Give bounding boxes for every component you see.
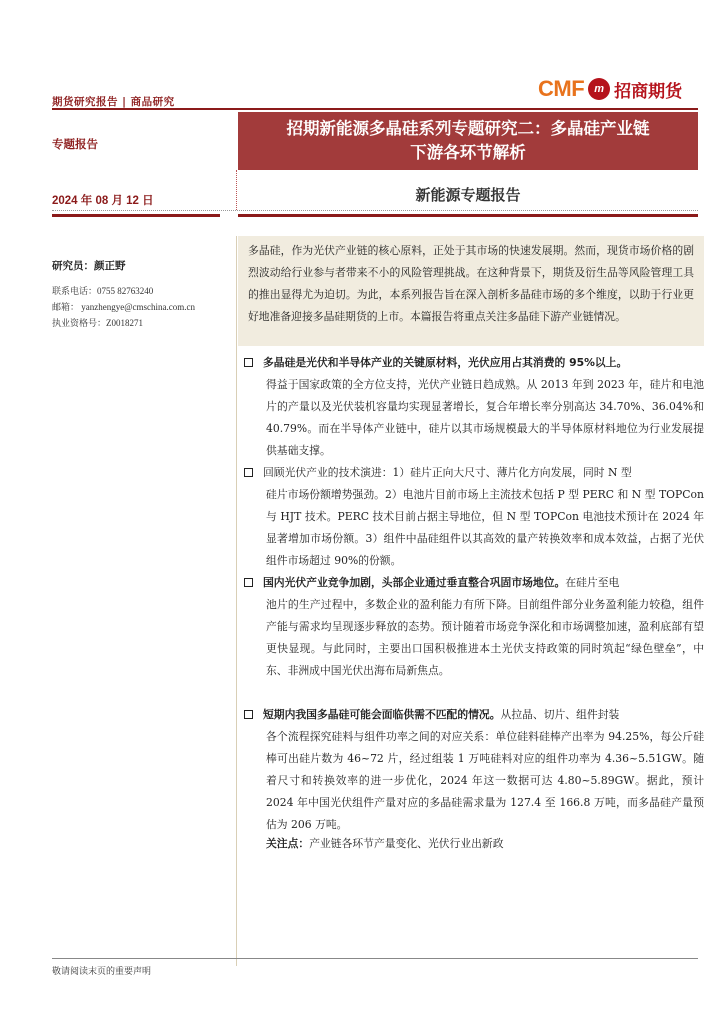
analyst-license: 执业资格号：Z0018271 [52, 318, 143, 328]
bullet-2 [244, 462, 704, 572]
bullet-4-body: 各个流程探究硅料与组件功率之间的对应关系：单位硅料硅棒产出率为 94.25%，每公斤硅棒可出硅片数为 46~72 片，经过组装 1 万吨硅料对应的组件功率为 4.36~5.51GW。随着尺寸和转换效率的进一步优化，2024 年这一数据可达 4.80~5.89GW。据此，预计 2024 年中国光伏组件产量对应的多晶硅需求量为 127.4 至 166.8 万吨，而多晶硅产量预估为 206 万吨。 [266, 730, 704, 831]
bullet-4-bold: 短期内我国多晶硅可能会面临供需不匹配的情况。 [263, 708, 501, 721]
footer-rule [52, 958, 698, 959]
report-date: 2024 年 08 月 12 日 [52, 195, 154, 207]
bullet-1-body: 得益于国家政策的全方位支持，光伏产业链日趋成熟。从 2013 年到 2023 年，硅片和电池片的产量以及光伏装机容量均实现显著增长，复合年增长率分别高达 34.70%、36.04%和 40.79%。而在半导体产业链中，硅片以其市场规模最大的半导体原材料地位为行业发展提供基础支撑。 [266, 378, 704, 457]
header-divider [236, 170, 237, 210]
footer-disclaimer: 敬请阅读末页的重要声明 [52, 967, 152, 977]
bullet-2-body: 硅片市场份额增势强劲。2）电池片目前市场上主流技术包括 P 型 PERC 和 N 型 TOPCon 与 HJT 技术。PERC 技术目前占据主导地位，但 N 型 TOPCon 电池技术预计在 2024 年显著增加市场份额。3）组件中晶硅组件以其高效的量产转换效率和成本效益，占据了光伏组件市场超过 90%的份额。 [266, 488, 704, 567]
analyst-email: 邮箱： yanzhengye@cmschina.com.cn [52, 302, 195, 312]
main-column-border [236, 236, 237, 966]
checkbox-icon [244, 358, 253, 367]
left-rule [52, 214, 220, 217]
title-line-1: 招期新能源多晶硅系列专题研究二：多晶硅产业链 [286, 119, 650, 138]
bullet-1 [244, 352, 704, 462]
bullet-1-bold: 多晶硅是光伏和半导体产业的关键原材料，光伏应用占其消费的 95%以上。 [263, 356, 628, 369]
dotted-rule [52, 210, 698, 211]
checkbox-icon [244, 710, 253, 719]
focus-text: 产业链各环节产量变化、光伏行业出新政 [309, 837, 504, 850]
brand-header: 期货研究报告 | 商品研究 [52, 96, 175, 108]
right-rule [238, 214, 698, 217]
bullet-4 [244, 704, 704, 836]
bullet-4-rest: 从拉晶、切片、组件封装 [500, 708, 620, 721]
company-logo [538, 76, 682, 102]
checkbox-icon [244, 578, 253, 587]
bullet-3-body: 池片的生产过程中，多数企业的盈利能力有所下降。目前组件部分业务盈利能力较稳，组件产能与需求均呈现逐步释放的态势。预计随着市场竞争深化和市场调整加速，盈利底部有望更快显现。与此同时，主要出口国积极推进本土光伏支持政策的同时筑起“绿色壁垒”，中东、非洲成中国光伏出海布局新焦点。 [266, 598, 704, 677]
checkbox-icon [244, 468, 253, 477]
report-subtitle: 新能源专题报告 [415, 186, 521, 204]
title-line-2: 下游各环节解析 [410, 143, 526, 162]
analyst-phone: 联系电话：0755 82763240 [52, 286, 154, 296]
top-rule [52, 108, 698, 110]
analyst-name: 研究员：颜正野 [52, 260, 126, 272]
bullet-2-rest: 回顾光伏产业的技术演进：1）硅片正向大尺寸、薄片化方向发展，同时 N 型 [263, 466, 632, 479]
report-type: 专题报告 [52, 137, 98, 151]
logo-latin: CMF [538, 76, 585, 101]
bullet-3-bold: 国内光伏产业竞争加剧，头部企业通过垂直整合巩固市场地位。 [263, 576, 566, 589]
bullet-3-rest: 在硅片至电 [565, 576, 620, 589]
focus-label: 关注点： [266, 837, 310, 850]
focus-points [266, 836, 504, 851]
summary-box: 多晶硅，作为光伏产业链的核心原料，正处于其市场的快速发展期。然而，现货市场价格的剧烈波动给行业参与者带来不小的风险管理挑战。在这种背景下，期货及衍生品等风险管理工具的推出显得尤为迫切。为此，本系列报告旨在深入剖析多晶硅市场的多个维度，以助于行业更好地准备迎接多晶硅期货的上市。本篇报告将重点关注多晶硅下游产业链情况。 [238, 236, 704, 346]
logo-chinese: 招商期货 [614, 81, 683, 102]
title-banner [238, 112, 698, 170]
analyst-info [52, 258, 232, 331]
logo-mark-icon: m [588, 78, 610, 100]
bullet-3 [244, 572, 704, 682]
